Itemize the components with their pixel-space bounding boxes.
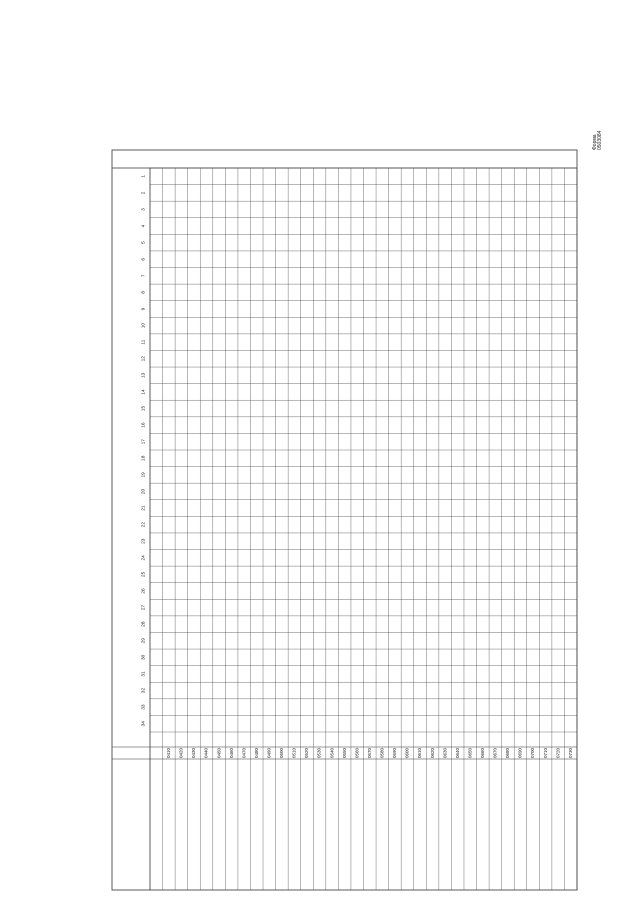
column-number-label: 25 xyxy=(141,571,147,578)
row-code-label: 0590 xyxy=(392,747,398,759)
row-code-label: 0680 xyxy=(505,747,511,759)
row-code-label: 0540 xyxy=(329,747,335,759)
row-code-label: 0550 xyxy=(341,747,347,759)
column-number-label: 20 xyxy=(141,488,147,495)
column-number-label: 8 xyxy=(141,291,147,294)
row-code-label: 0660 xyxy=(479,747,485,759)
column-number-label: 28 xyxy=(141,621,147,627)
row-code-label: 0710 xyxy=(542,747,548,759)
column-number-label: 22 xyxy=(141,521,147,528)
column-number-label: 17 xyxy=(141,439,147,445)
column-number-label: 15 xyxy=(141,405,147,412)
table-border xyxy=(112,150,577,890)
row-code-label: 0670 xyxy=(492,747,498,759)
column-number-label: 10 xyxy=(141,322,147,329)
table-grid xyxy=(112,150,577,890)
row-code-label: 0610 xyxy=(417,747,423,759)
row-code-label: 0470 xyxy=(241,747,247,759)
row-code-label: 0430 xyxy=(191,747,197,759)
header-cells xyxy=(140,175,146,727)
column-number-label: 34 xyxy=(141,721,147,727)
column-number-label: 26 xyxy=(141,588,147,594)
column-number-label: 5 xyxy=(141,241,147,244)
column-number-label: 14 xyxy=(141,389,147,395)
row-code-label: 0700 xyxy=(530,747,536,759)
column-number-label: 18 xyxy=(141,455,147,461)
row-code-label: 0690 xyxy=(517,747,523,759)
column-number-label: 11 xyxy=(141,339,147,345)
row-code-label: 0600 xyxy=(404,747,410,759)
form-code: 0503084 xyxy=(597,130,603,150)
row-code-label: 0630 xyxy=(442,747,448,759)
column-number-label: 33 xyxy=(141,704,147,710)
column-number-label: 27 xyxy=(141,604,147,611)
column-number-label: 16 xyxy=(141,422,147,428)
row-code-label: 0420 xyxy=(178,747,184,759)
column-number-label: 29 xyxy=(141,638,147,644)
column-number-label: 31 xyxy=(141,671,147,677)
column-number-label: 4 xyxy=(141,224,147,228)
column-number-label: 13 xyxy=(141,372,147,379)
column-number-label: 12 xyxy=(141,356,147,362)
column-number-label: 9 xyxy=(141,307,147,311)
column-number-label: 30 xyxy=(141,654,147,661)
row-code-label: 0500 xyxy=(279,747,285,759)
form-label: Форма xyxy=(592,134,598,150)
column-number-label: 7 xyxy=(141,274,147,278)
row-code-label: 0570 xyxy=(366,747,372,759)
column-number-label: 21 xyxy=(141,505,147,511)
row-code-label: 0410 xyxy=(166,747,172,759)
row-code-label: 0650 xyxy=(467,747,473,759)
column-number-label: 3 xyxy=(141,208,147,211)
row-code-label: 0720 xyxy=(555,747,561,759)
row-code-label: 0450 xyxy=(216,747,222,759)
row-code-label: 0530 xyxy=(316,747,322,759)
row-labels xyxy=(166,747,573,758)
column-number-label: 1 xyxy=(141,174,147,178)
row-code-label: 0490 xyxy=(266,747,272,759)
column-number-label: 24 xyxy=(141,555,147,561)
column-number-label: 2 xyxy=(141,191,147,195)
row-code-label: 0730 xyxy=(567,747,573,759)
row-code-label: 0620 xyxy=(429,747,435,759)
column-number-label: 19 xyxy=(141,472,147,478)
row-code-label: 0460 xyxy=(228,747,234,759)
column-number-label: 23 xyxy=(141,538,147,544)
row-code-label: 0640 xyxy=(454,747,460,759)
row-code-label: 0510 xyxy=(291,747,297,759)
row-code-label: 0520 xyxy=(304,747,310,759)
row-code-label: 0560 xyxy=(354,747,360,759)
row-code-label: 0480 xyxy=(253,747,259,759)
row-code-label: 0440 xyxy=(203,747,209,759)
column-number-label: 6 xyxy=(141,257,147,261)
row-code-label: 0580 xyxy=(379,747,385,759)
column-number-label: 32 xyxy=(141,687,147,694)
